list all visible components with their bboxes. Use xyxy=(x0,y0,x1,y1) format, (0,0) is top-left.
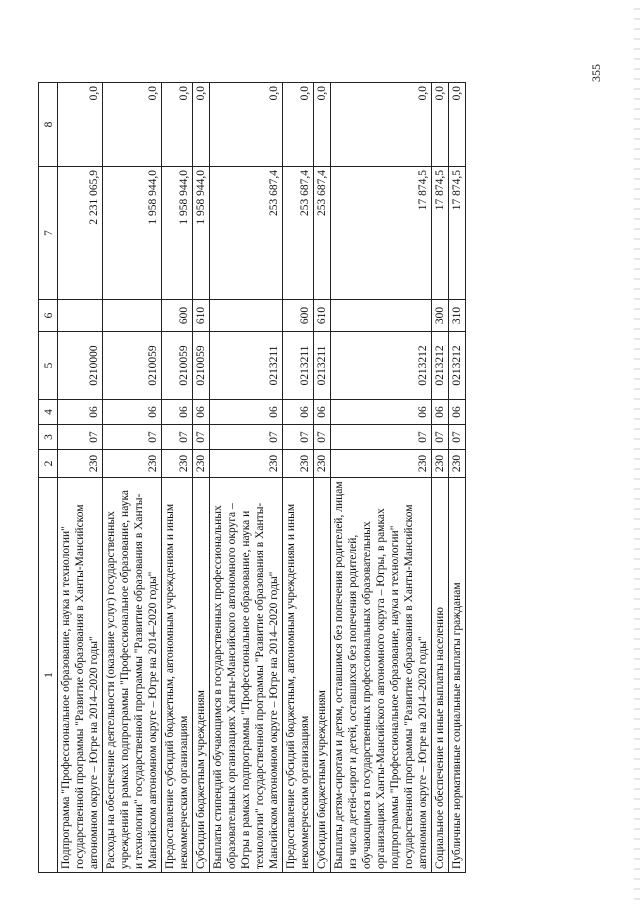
cell-name: Выплаты детям-сиротам и детям, оставшимся без попечения родителей, лицам из числа детей-сирот и детей, оставшихся без попечения родителей, обучающимся в государственных профессиональных образовательных организациях Ханты-Мансийского автономного округа – Югры, в рамках подпрограммы "Профессиональное образование, наука и технологии" государственной программы "Развитие образования в Ханты-Мансийском автономном округе – Югре на 2014–2020 годы" xyxy=(331,478,432,873)
cell-c4: 06 xyxy=(283,400,314,425)
cell-c7: 1 958 944,0 xyxy=(103,167,162,300)
cell-c3: 07 xyxy=(432,425,449,450)
cell-c8: 0,0 xyxy=(314,83,331,167)
header-col-5: 5 xyxy=(39,332,58,400)
table-row xyxy=(432,83,449,873)
table-row xyxy=(449,83,466,873)
cell-c3: 07 xyxy=(162,425,193,450)
budget-table xyxy=(38,82,466,873)
cell-c2: 230 xyxy=(283,450,314,478)
scan-edge-marks xyxy=(634,0,640,905)
cell-c6: 600 xyxy=(162,300,193,332)
header-col-2: 2 xyxy=(39,450,58,478)
cell-c5: 0213211 xyxy=(283,332,314,400)
cell-c3: 07 xyxy=(314,425,331,450)
cell-c6: 600 xyxy=(283,300,314,332)
cell-c8: 0,0 xyxy=(162,83,193,167)
cell-c2: 230 xyxy=(162,450,193,478)
cell-c7: 253 687,4 xyxy=(314,167,331,300)
cell-c2: 230 xyxy=(193,450,210,478)
cell-c4: 06 xyxy=(449,400,466,425)
cell-c4: 06 xyxy=(162,400,193,425)
cell-c3: 07 xyxy=(283,425,314,450)
cell-c3: 07 xyxy=(193,425,210,450)
header-col-3: 3 xyxy=(39,425,58,450)
cell-name: Субсидии бюджетным учреждениям xyxy=(314,478,331,873)
cell-c5: 0213211 xyxy=(314,332,331,400)
cell-c4: 06 xyxy=(103,400,162,425)
table-row xyxy=(193,83,210,873)
cell-c2: 230 xyxy=(58,450,103,478)
cell-c7: 17 874,5 xyxy=(449,167,466,300)
cell-c3: 07 xyxy=(210,425,283,450)
cell-c6: 610 xyxy=(314,300,331,332)
cell-c8: 0,0 xyxy=(331,83,432,167)
cell-c8: 0,0 xyxy=(103,83,162,167)
cell-c5: 0213212 xyxy=(432,332,449,400)
cell-c8: 0,0 xyxy=(432,83,449,167)
table-row xyxy=(210,83,283,873)
cell-c8: 0,0 xyxy=(210,83,283,167)
header-col-7: 7 xyxy=(39,167,58,300)
cell-c2: 230 xyxy=(432,450,449,478)
cell-c6: 310 xyxy=(449,300,466,332)
page-number: 355 xyxy=(589,64,603,82)
cell-c6 xyxy=(331,300,432,332)
cell-c8: 0,0 xyxy=(449,83,466,167)
cell-c2: 230 xyxy=(314,450,331,478)
cell-c5: 0210059 xyxy=(162,332,193,400)
cell-c7: 1 958 944,0 xyxy=(193,167,210,300)
cell-c4: 06 xyxy=(58,400,103,425)
cell-c7: 253 687,4 xyxy=(210,167,283,300)
table-row xyxy=(58,83,103,873)
cell-c5: 0213211 xyxy=(210,332,283,400)
header-col-6: 6 xyxy=(39,300,58,332)
cell-c2: 230 xyxy=(103,450,162,478)
cell-c3: 07 xyxy=(449,425,466,450)
table-row xyxy=(103,83,162,873)
cell-c2: 230 xyxy=(210,450,283,478)
cell-name: Предоставление субсидий бюджетным, автономным учреждениям и иным некоммерческим организациям xyxy=(283,478,314,873)
cell-c3: 07 xyxy=(331,425,432,450)
cell-c5: 0210059 xyxy=(103,332,162,400)
table-row xyxy=(283,83,314,873)
cell-c6 xyxy=(103,300,162,332)
cell-c8: 0,0 xyxy=(58,83,103,167)
table-row xyxy=(162,83,193,873)
cell-c4: 06 xyxy=(331,400,432,425)
cell-name: Расходы на обеспечение деятельности (оказание услуг) государственных учреждений в рамках подпрограммы "Профессиональное образование, наука и технологии" государственной программы "Развитие образования в Ханты-Мансийском автономном округе – Югре на 2014–2020 годы" xyxy=(103,478,162,873)
cell-c7: 17 874,5 xyxy=(331,167,432,300)
cell-name: Предоставление субсидий бюджетным, автономным учреждениям и иным некоммерческим организациям xyxy=(162,478,193,873)
table-row xyxy=(331,83,432,873)
cell-c4: 06 xyxy=(210,400,283,425)
table-header-row xyxy=(39,83,58,873)
cell-c3: 07 xyxy=(103,425,162,450)
header-col-4: 4 xyxy=(39,400,58,425)
budget-table-container xyxy=(38,83,600,873)
cell-c4: 06 xyxy=(314,400,331,425)
cell-c6 xyxy=(58,300,103,332)
cell-c3: 07 xyxy=(58,425,103,450)
cell-c5: 0213212 xyxy=(449,332,466,400)
cell-name: Социальное обеспечение и иные выплаты населению xyxy=(432,478,449,873)
cell-c7: 17 874,5 xyxy=(432,167,449,300)
cell-c7: 1 958 944,0 xyxy=(162,167,193,300)
cell-c7: 2 231 065,9 xyxy=(58,167,103,300)
table-row xyxy=(314,83,331,873)
cell-c6 xyxy=(210,300,283,332)
header-col-1: 1 xyxy=(39,478,58,873)
cell-c6: 610 xyxy=(193,300,210,332)
cell-c4: 06 xyxy=(193,400,210,425)
header-col-8: 8 xyxy=(39,83,58,167)
cell-name: Выплаты стипендий обучающимся в государственных профессиональных образовательных организациях Ханты-Мансийского автономного округа – Югры в рамках подпрограммы "Профессиональное образование, наука и технологии" государственной программы "Развитие образования в Ханты-Мансийском автономном округе – Югре на 2014–2020 годы" xyxy=(210,478,283,873)
cell-c2: 230 xyxy=(449,450,466,478)
cell-c5: 0210059 xyxy=(193,332,210,400)
cell-c7: 253 687,4 xyxy=(283,167,314,300)
cell-name: Подпрограмма "Профессиональное образование, наука и технологии" государственной программы "Развитие образования в Ханты-Мансийском автономном округе – Югре на 2014–2020 годы" xyxy=(58,478,103,873)
cell-c8: 0,0 xyxy=(193,83,210,167)
cell-name: Субсидии бюджетным учреждениям xyxy=(193,478,210,873)
cell-c6: 300 xyxy=(432,300,449,332)
cell-c5: 0213212 xyxy=(331,332,432,400)
cell-c2: 230 xyxy=(331,450,432,478)
cell-c5: 0210000 xyxy=(58,332,103,400)
cell-name: Публичные нормативные социальные выплаты гражданам xyxy=(449,478,466,873)
cell-c4: 06 xyxy=(432,400,449,425)
cell-c8: 0,0 xyxy=(283,83,314,167)
